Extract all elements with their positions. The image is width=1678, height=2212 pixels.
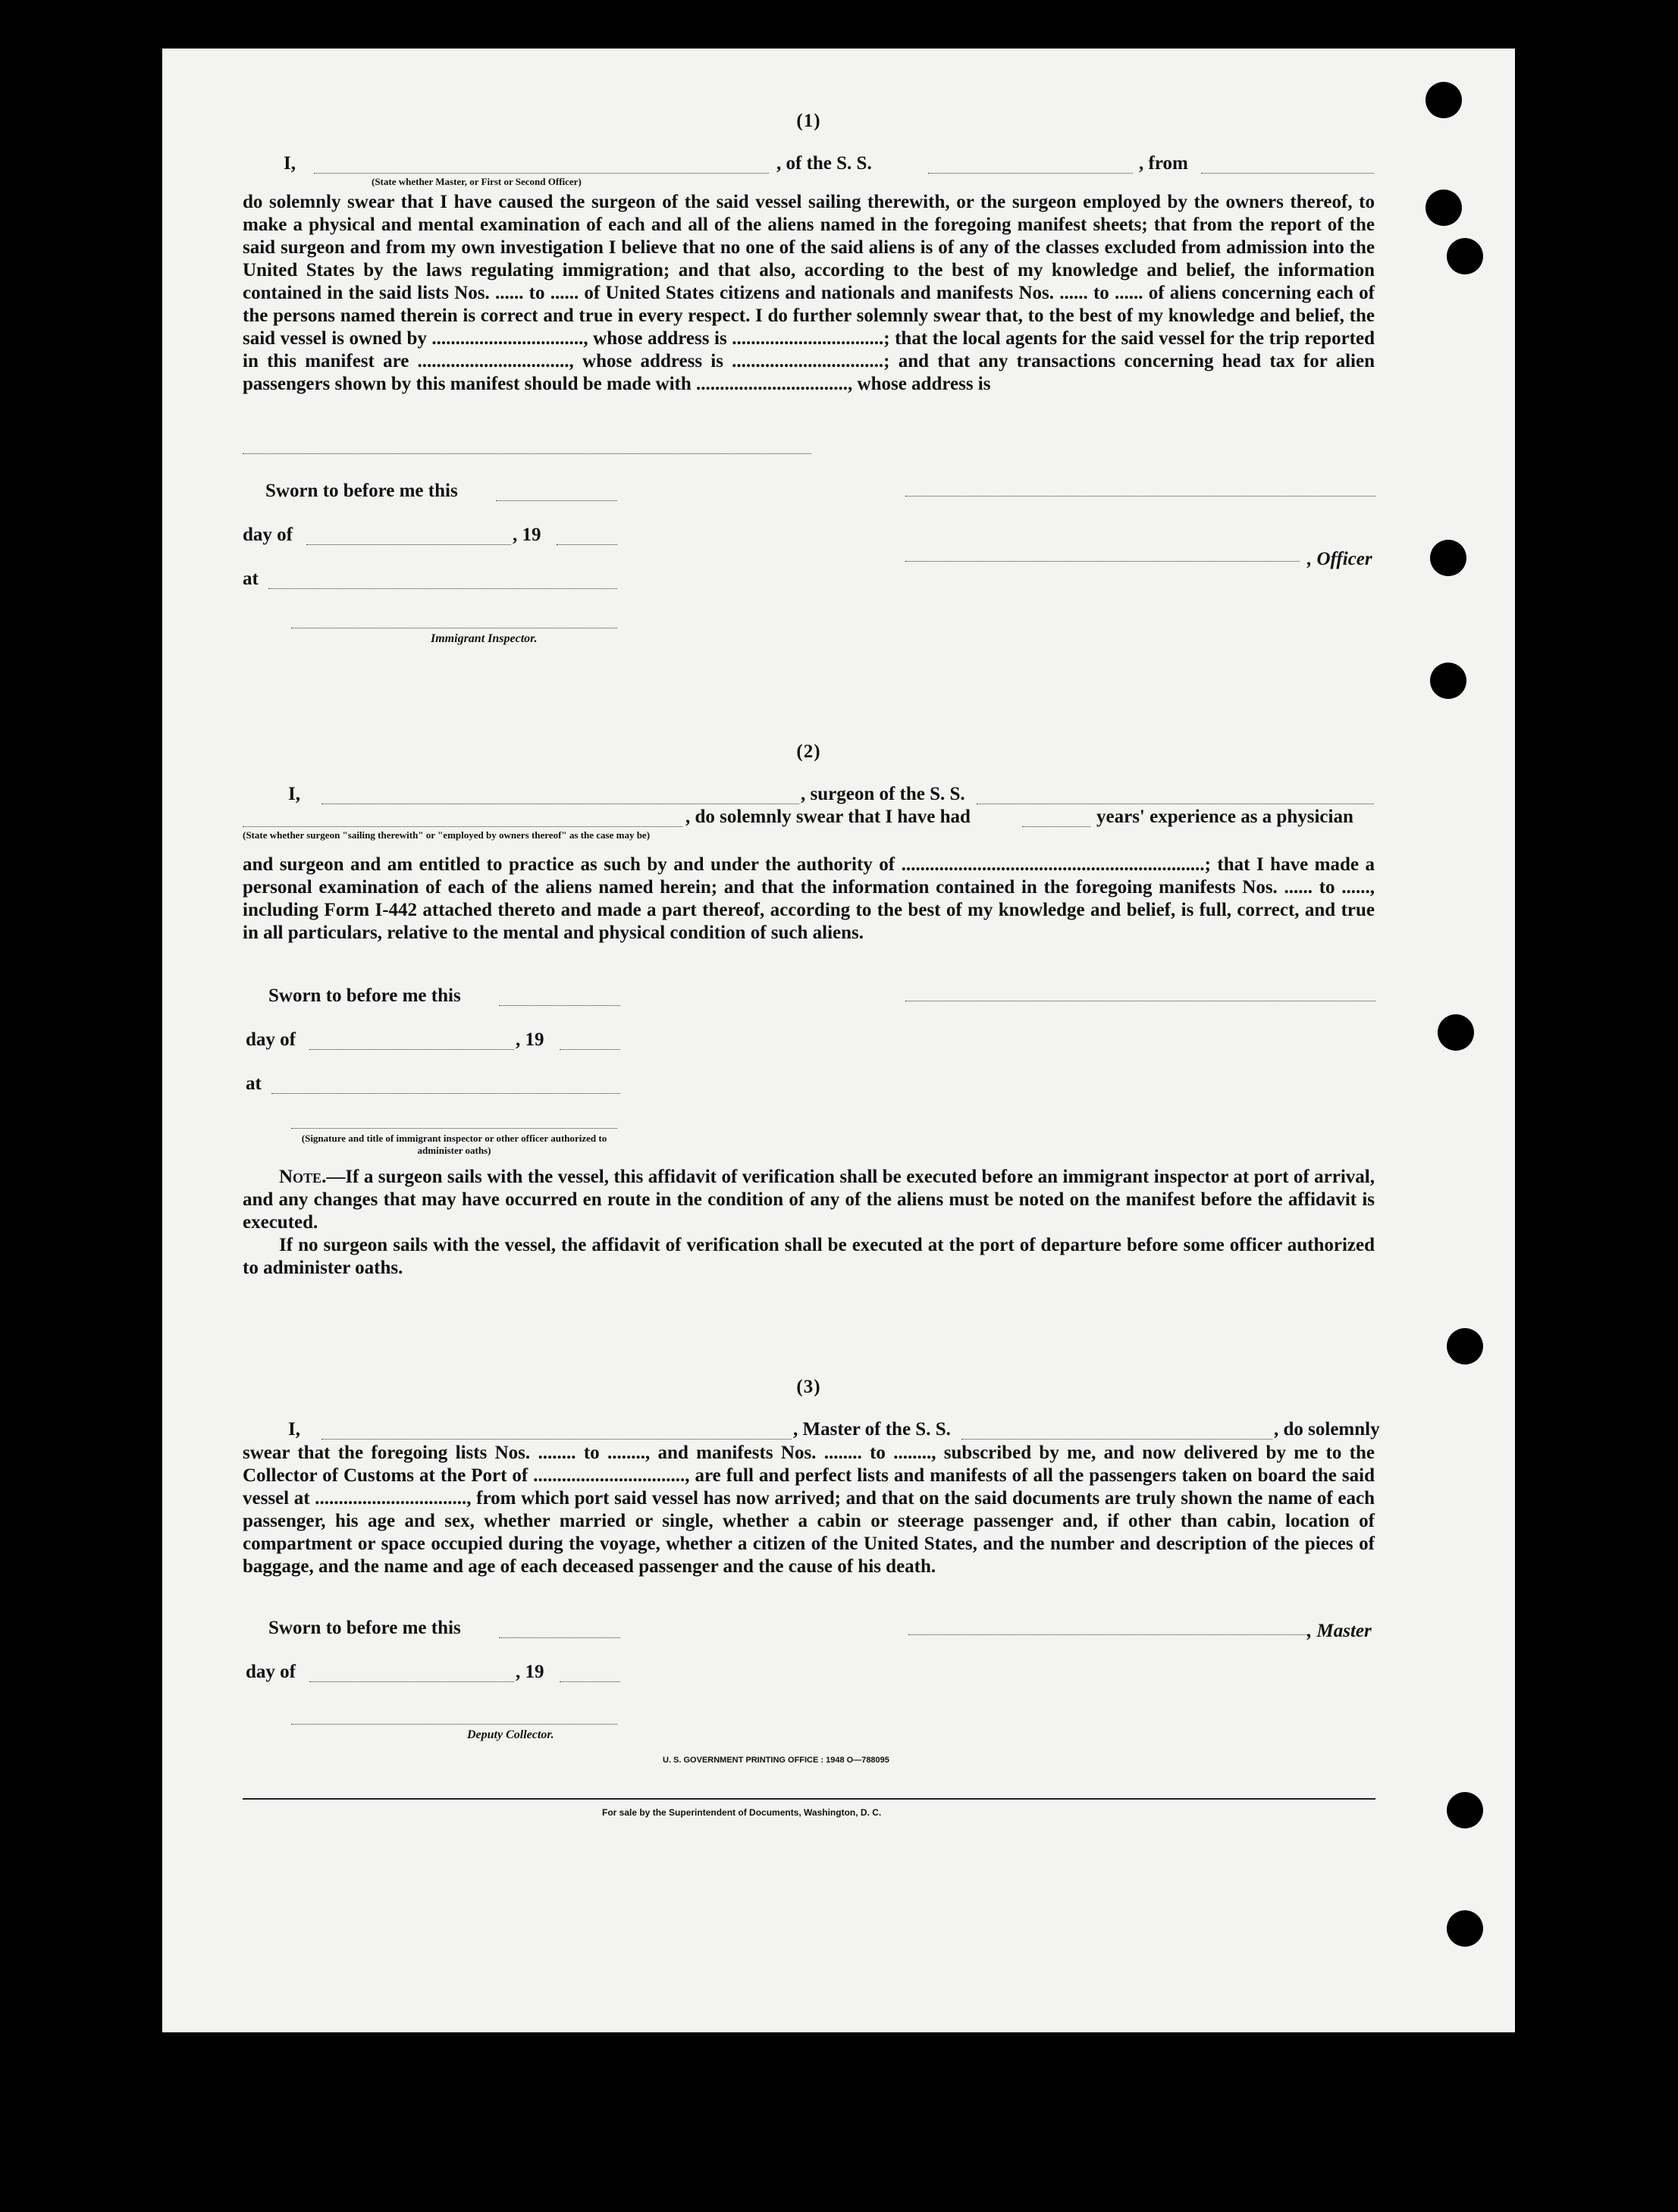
s3-master-name-line[interactable] — [321, 1439, 792, 1440]
binder-hole — [1447, 1910, 1483, 1947]
s1-year-line[interactable] — [557, 544, 617, 545]
s2-inspector-caption: (Signature and title of immigrant inspector or other officer authorized to administer oaths) — [301, 1133, 607, 1156]
s3-master-text: , Master of the S. S. — [793, 1419, 951, 1440]
s3-master-caption: , Master — [1307, 1621, 1372, 1641]
s2-note — [243, 1166, 1375, 1280]
s3-collector-caption: Deputy Collector. — [467, 1728, 554, 1741]
s2-paragraph-text: and surgeon and am entitled to practice as such by and under the authority of ................................................................; that I have made a personal examination of each of the aliens named herein; and that the information contained in the foregoing manifests Nos. ...... to ......, including Form I-442 attached thereto and made a part thereof, according to the best of my knowledge and belief, is full, correct, and true in all particulars, relative to the mental and physical condition of such aliens. — [243, 854, 1375, 943]
s2-year-line[interactable] — [560, 1049, 620, 1050]
s3-vessel-line[interactable] — [961, 1439, 1272, 1440]
s2-at-text: at — [246, 1073, 262, 1094]
s1-sworn-text: Sworn to before me this — [265, 481, 458, 501]
manifest-page — [162, 49, 1515, 2032]
s3-swear-text: , do solemnly — [1274, 1419, 1380, 1440]
s1-oath-paragraph — [243, 191, 1375, 396]
s2-sworn-text: Sworn to before me this — [268, 985, 461, 1006]
s2-note-text — [243, 1166, 1375, 1234]
s2-years-line[interactable] — [1022, 826, 1090, 827]
s1-day-of-text: day of — [243, 525, 293, 545]
s2-surgeon-text: , surgeon of the S. S. — [801, 784, 965, 804]
s1-inspector-caption: Immigrant Inspector. — [431, 632, 538, 645]
binder-hole — [1447, 1792, 1483, 1828]
binder-hole — [1438, 1014, 1474, 1051]
s1-oath-prefix: I, — [284, 153, 296, 174]
s2-note-label: Note. — [279, 1167, 327, 1187]
s2-oath-paragraph — [243, 854, 1375, 945]
s2-swear-text: , do solemnly swear that I have had — [685, 807, 971, 827]
binder-hole — [1447, 238, 1483, 274]
section-2-number: (2) — [796, 741, 821, 762]
s1-officer-name-line[interactable] — [314, 173, 769, 174]
sale-notice: For sale by the Superintendent of Documents, Washington, D. C. — [602, 1807, 882, 1818]
s1-at-line[interactable] — [268, 588, 617, 589]
s3-paragraph-text: swear that the foregoing lists Nos. ........ to ........, and manifests Nos. ........ to ........, subscribed by me, and now delivered by me to the Collector of Customs at the Port of ................................, are full and perfect lists and manifests of all the passengers taken on board the said vessel at ................................, from which port said vessel has now arrived; and that on the said documents are truly shown the name of each passenger, his age and sex, whether married or single, whether a cabin or steerage passenger and, if other than cabin, location of compartment or space occupied during the voyage, whether a citizen of the United States, and the number and description of the pieces of baggage, and the name and age of each deceased passenger and the cause of his death. — [243, 1443, 1375, 1577]
s1-at-text: at — [243, 569, 259, 589]
s2-oath-prefix: I, — [288, 784, 300, 804]
section-1-number: (1) — [796, 111, 821, 131]
binder-hole — [1447, 1328, 1483, 1364]
binder-hole — [1426, 82, 1462, 118]
s1-officer-caption-right: , Officer — [1307, 549, 1372, 569]
section-3-number: (3) — [796, 1377, 821, 1397]
s1-officer-caption: (State whether Master, or First or Second Officer) — [372, 176, 582, 187]
s3-collector-sig-line[interactable] — [291, 1724, 617, 1725]
s2-capacity-caption: (State whether surgeon "sailing therewith" or "employed by owners thereof" as the case may be) — [243, 829, 651, 841]
s1-from-text: , from — [1139, 153, 1188, 174]
s3-oath-prefix: I, — [288, 1419, 300, 1440]
s2-year-text: , 19 — [516, 1029, 544, 1050]
s3-year-line[interactable] — [560, 1681, 620, 1682]
s1-of-ss-text: , of the S. S. — [776, 153, 872, 174]
binder-hole — [1426, 190, 1462, 226]
s3-oath-paragraph — [243, 1442, 1375, 1578]
s2-day-of-text: day of — [246, 1029, 296, 1050]
footer-rule — [243, 1798, 1375, 1800]
s1-officer-line[interactable] — [905, 561, 1300, 562]
s2-note-body: —If a surgeon sails with the vessel, this affidavit of verification shall be executed before an immigrant inspector at port of arrival, and any changes that may have occurred en route in the condition of any of the aliens must be noted on the manifest before the affidavit is executed. — [243, 1167, 1375, 1233]
binder-hole — [1430, 540, 1466, 576]
s2-sworn-date-line[interactable] — [499, 1005, 620, 1006]
s2-years-text: years' experience as a physician — [1096, 807, 1353, 827]
s2-at-line[interactable] — [271, 1093, 620, 1094]
s2-note2-text: If no surgeon sails with the vessel, the affidavit of verification shall be executed at the port of departure before some officer authorized to administer oaths. — [243, 1235, 1375, 1278]
s3-master-sig-line[interactable] — [908, 1634, 1310, 1635]
s1-paragraph-text: do solemnly swear that I have caused the surgeon of the said vessel sailing therewith, or the surgeon employed by the owners thereof, to make a physical and mental examination of each and all of the aliens named in the foregoing manifest sheets; that from the report of the said surgeon and from my own investigation I believe that no one of the said aliens is of any of the classes excluded from admission into the United States by the laws regulating immigration; and that also, according to the best of my knowledge and belief, the information contained in the said lists Nos. ...... to ...... of United States citizens and nationals and manifests Nos. ...... to ...... of aliens concerning each of the persons named therein is correct and true in every respect. I do further solemnly swear that, to the best of my knowledge and belief, the said vessel is owned by ................................, whose address is ................................; that the local agents for the said vessel for the trip reported in this manifest are ................................, whose address is ................................; and that any transactions concerning head tax for alien passengers shown by this manifest should be made with ................................, whose address is — [243, 192, 1375, 394]
s2-inspector-sig-line[interactable] — [291, 1128, 617, 1129]
binder-hole — [1430, 663, 1466, 699]
s2-day-line[interactable] — [309, 1049, 514, 1050]
s1-from-line[interactable] — [1201, 173, 1374, 174]
s3-sworn-date-line[interactable] — [499, 1637, 620, 1638]
s1-sworn-date-line[interactable] — [496, 500, 617, 501]
s1-year-text: , 19 — [513, 525, 541, 545]
s3-day-of-text: day of — [246, 1662, 296, 1682]
s3-year-text: , 19 — [516, 1662, 544, 1682]
gpo-imprint: U. S. GOVERNMENT PRINTING OFFICE : 1948 O—788095 — [663, 1756, 889, 1765]
s1-vessel-line[interactable] — [928, 173, 1133, 174]
s1-address-line[interactable] — [243, 453, 811, 454]
s1-officer-sig-line[interactable] — [905, 496, 1375, 497]
s3-day-line[interactable] — [309, 1681, 514, 1682]
s1-day-line[interactable] — [306, 544, 511, 545]
s3-sworn-text: Sworn to before me this — [268, 1618, 461, 1638]
s2-capacity-line[interactable] — [243, 826, 682, 827]
